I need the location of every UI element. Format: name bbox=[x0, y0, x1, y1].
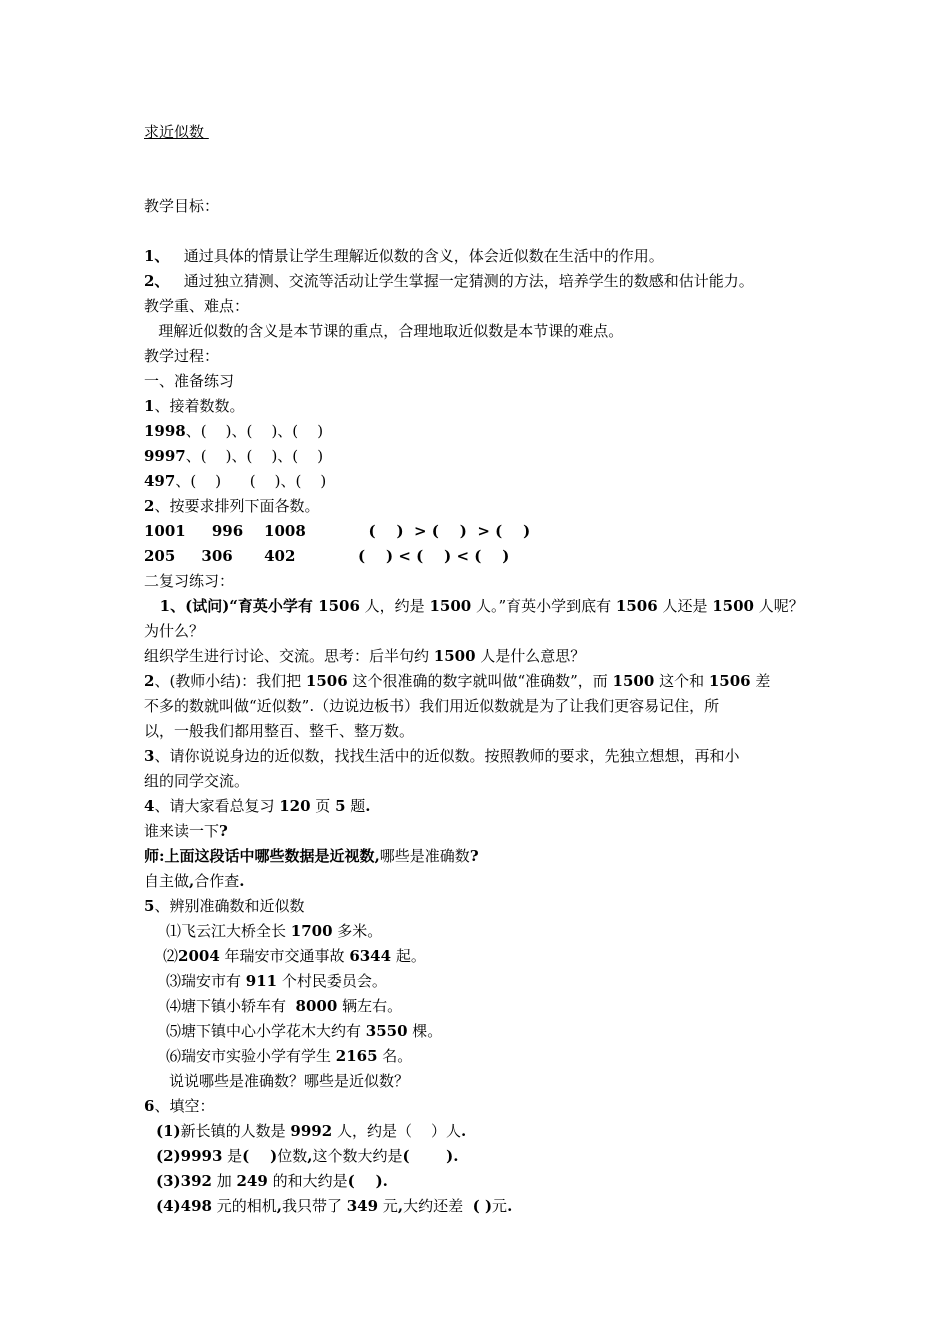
judge-item-5 bbox=[166, 1021, 442, 1041]
section-1-heading: 一、准备练习 bbox=[144, 372, 235, 390]
judge-item-number: 2004 bbox=[178, 947, 220, 965]
judge-item-6 bbox=[166, 1046, 412, 1066]
fill-item-text: 新长镇的人数是 bbox=[180, 1122, 291, 1140]
judge-item-marker: ⑵ bbox=[163, 947, 179, 965]
teacher-question-text: :上面这段话中哪些数据是近视数 bbox=[159, 847, 375, 865]
teacher-question-mark: ? bbox=[469, 847, 479, 865]
item-2-4-text: 页 bbox=[310, 797, 336, 815]
teacher-label: 师 bbox=[144, 847, 160, 865]
fill-item-text: 位数 bbox=[277, 1147, 308, 1165]
item-2-6-text: 、填空： bbox=[154, 1097, 215, 1115]
fill-item-3 bbox=[156, 1171, 388, 1191]
item-2-4-page: 120 bbox=[279, 797, 311, 815]
fill-item-comma: , bbox=[276, 1197, 282, 1215]
judge-item-text: ⑶瑞安市有 bbox=[166, 972, 246, 990]
order-row-2-blanks: ( ) < ( ) < ( ) bbox=[295, 547, 510, 565]
item-2-2-value: 1500 bbox=[612, 672, 655, 690]
judge-item-number: 1700 bbox=[290, 922, 333, 940]
item-1-1 bbox=[144, 396, 244, 416]
goal-1 bbox=[144, 246, 664, 266]
judge-item-text: 年瑞安市交通事故 bbox=[219, 947, 350, 965]
focus-text: 理解近似数的含义是本节课的重点，合理地取近似数是本节课的难点。 bbox=[144, 322, 624, 340]
item-2-1 bbox=[144, 596, 804, 616]
count-row-1-start: 1998 bbox=[144, 422, 186, 440]
judge-item-4 bbox=[166, 996, 402, 1016]
item-2-2-value: 1506 bbox=[708, 672, 751, 690]
fill-item-marker: (1) bbox=[156, 1122, 181, 1140]
count-row-1-blanks: 、( )、( )、( ) bbox=[185, 422, 324, 440]
discussion-text: 人是什么意思？ bbox=[475, 647, 586, 665]
item-1-2 bbox=[144, 496, 319, 516]
teacher-question-text: 哪些是准确数 bbox=[379, 847, 470, 865]
item-2-5-text: 、辨别准确数和近似数 bbox=[154, 897, 305, 915]
item-2-1-number: 1500 bbox=[712, 597, 754, 615]
item-2-5-number: 5 bbox=[144, 897, 155, 915]
order-row-2 bbox=[144, 546, 509, 566]
order-row-2-numbers: 205 306 402 bbox=[144, 547, 296, 565]
item-2-4-number: 4 bbox=[144, 797, 155, 815]
self-check-text: 自主做 bbox=[144, 872, 190, 890]
fill-item-comma: , bbox=[397, 1197, 404, 1215]
self-check-comma: , bbox=[189, 872, 195, 890]
process-heading: 教学过程： bbox=[144, 347, 220, 365]
fill-item-number: 9992 bbox=[290, 1122, 333, 1140]
item-2-1-continuation: 为什么？ bbox=[144, 622, 205, 640]
item-2-6 bbox=[144, 1096, 214, 1116]
fill-item-blank: ( ). bbox=[347, 1172, 388, 1190]
judge-item-2 bbox=[163, 946, 426, 966]
self-check-text: 合作查 bbox=[194, 872, 240, 890]
item-2-4-period: . bbox=[365, 797, 371, 815]
count-row-2-blanks: 、( )、( )、( ) bbox=[185, 447, 324, 465]
item-2-4-text: 题 bbox=[345, 797, 366, 815]
fill-item-marker: (2)9993 bbox=[156, 1147, 223, 1165]
goals-heading: 教学目标： bbox=[144, 197, 220, 215]
judge-item-number: 2165 bbox=[335, 1047, 378, 1065]
judge-item-text: ⑴飞云江大桥全长 bbox=[166, 922, 291, 940]
order-row-1-numbers: 1001 996 1008 bbox=[144, 522, 306, 540]
fill-item-text: 大约还差 bbox=[403, 1197, 473, 1215]
discussion-number: 1500 bbox=[433, 647, 476, 665]
count-row-3-start: 497 bbox=[144, 472, 176, 490]
fill-item-text: 元 bbox=[378, 1197, 398, 1215]
fill-item-2 bbox=[156, 1146, 459, 1166]
judge-item-1 bbox=[166, 921, 382, 941]
count-row-1 bbox=[144, 421, 323, 441]
judge-item-text: 多米。 bbox=[332, 922, 383, 940]
judge-item-number: 6344 bbox=[349, 947, 392, 965]
fill-item-period: . bbox=[507, 1197, 513, 1215]
item-2-3-text: 、请你说说身边的近似数，找找生活中的近似数。按照教师的要求，先独立想想，再和小 bbox=[154, 747, 740, 765]
focus-heading: 教学重、难点： bbox=[144, 297, 250, 315]
count-row-3-blanks: 、( ) ( )、( ) bbox=[175, 472, 327, 490]
fill-item-comma: , bbox=[307, 1147, 313, 1165]
goal-2-text: 通过独立猜测、交流等活动让学生掌握一定猜测的方法，培养学生的数感和估计能力。 bbox=[169, 272, 754, 290]
fill-item-blank: ( ) bbox=[472, 1197, 493, 1215]
item-2-3-continuation: 组的同学交流。 bbox=[144, 772, 250, 790]
fill-item-4 bbox=[156, 1196, 512, 1216]
teacher-question-comma: , bbox=[374, 847, 380, 865]
item-2-1-text: 人呢？ bbox=[753, 597, 804, 615]
item-2-2-continuation-1: 不多的数就叫做“近似数”.（边说边板书）我们用近似数就是为了让我们更容易记住，所 bbox=[144, 697, 720, 715]
item-2-1-lead: 1、(试问)“育英小学有 bbox=[144, 597, 319, 615]
fill-item-text: 元 bbox=[492, 1197, 508, 1215]
goal-2 bbox=[144, 271, 754, 291]
order-row-1-blanks: ( ) > ( ) > ( ) bbox=[305, 522, 531, 540]
fill-item-period: . bbox=[461, 1122, 467, 1140]
item-2-2-text: 这个很准确的数字就叫做“准确数”，而 bbox=[347, 672, 613, 690]
read-prompt-mark: ? bbox=[219, 822, 228, 840]
self-check-period: . bbox=[239, 872, 245, 890]
goal-1-text: 通过具体的情景让学生理解近似数的含义，体会近似数在生活中的作用。 bbox=[169, 247, 664, 265]
judge-item-number: 3550 bbox=[365, 1022, 408, 1040]
item-2-1-text: 人还是 bbox=[657, 597, 713, 615]
count-row-2 bbox=[144, 446, 323, 466]
goal-2-number: 2、 bbox=[144, 272, 170, 290]
fill-item-text: 是 bbox=[222, 1147, 243, 1165]
read-prompt-text: 谁来读一下 bbox=[144, 822, 220, 840]
self-check bbox=[144, 871, 245, 891]
count-row-2-start: 9997 bbox=[144, 447, 186, 465]
item-2-6-number: 6 bbox=[144, 1097, 155, 1115]
section-2-heading: 二复习练习： bbox=[144, 572, 235, 590]
fill-item-text: 这个数大约是 bbox=[312, 1147, 403, 1165]
item-2-2-value: 1506 bbox=[305, 672, 348, 690]
judge-item-number: 911 bbox=[245, 972, 278, 990]
item-2-3-number: 3 bbox=[144, 747, 155, 765]
item-2-4-question: 5 bbox=[335, 797, 346, 815]
item-1-1-number: 1 bbox=[144, 397, 155, 415]
judge-item-text: ⑷塘下镇小轿车有 bbox=[166, 997, 296, 1015]
item-2-2-number: 2 bbox=[144, 672, 155, 690]
item-2-1-text: 人。”育英小学到底有 bbox=[471, 597, 616, 615]
judge-question: 说说哪些是准确数？哪些是近似数？ bbox=[169, 1072, 410, 1090]
discussion-line bbox=[144, 646, 585, 666]
item-2-1-number: 1500 bbox=[429, 597, 472, 615]
item-2-2-text: 差 bbox=[750, 672, 771, 690]
item-2-2-text: 、(教师小结)：我们把 bbox=[154, 672, 306, 690]
fill-item-1 bbox=[156, 1121, 466, 1141]
judge-item-text: 棵。 bbox=[407, 1022, 443, 1040]
judge-item-text: ⑹瑞安市实验小学有学生 bbox=[166, 1047, 336, 1065]
read-prompt bbox=[144, 821, 228, 841]
item-2-2-text: 这个和 bbox=[654, 672, 709, 690]
fill-item-text: 人，约是（ ）人 bbox=[332, 1122, 462, 1140]
judge-item-text: 个村民委员会。 bbox=[277, 972, 387, 990]
fill-item-blank: ( ). bbox=[402, 1147, 459, 1165]
item-2-1-number: 1506 bbox=[615, 597, 658, 615]
discussion-text: 组织学生进行讨论、交流。思考：后半句约 bbox=[144, 647, 434, 665]
item-2-5 bbox=[144, 896, 304, 916]
item-1-2-text: 、按要求排列下面各数。 bbox=[154, 497, 320, 515]
judge-item-text: 起。 bbox=[391, 947, 426, 965]
document-title: 求近似数 bbox=[144, 123, 209, 141]
item-2-1-number: 1506 bbox=[318, 597, 360, 615]
count-row-3 bbox=[144, 471, 326, 491]
fill-item-blank: ( ) bbox=[242, 1147, 278, 1165]
fill-item-number: 249 bbox=[236, 1172, 268, 1190]
item-2-4-text: 、请大家看总复习 bbox=[154, 797, 280, 815]
item-1-2-number: 2 bbox=[144, 497, 155, 515]
fill-item-text: 元的相机 bbox=[211, 1197, 277, 1215]
judge-item-text: ⑸塘下镇中心小学花木大约有 bbox=[166, 1022, 366, 1040]
item-2-4 bbox=[144, 796, 371, 816]
judge-item-text: 名。 bbox=[377, 1047, 413, 1065]
goal-1-number: 1、 bbox=[144, 247, 170, 265]
fill-item-marker: (4)498 bbox=[156, 1197, 212, 1215]
judge-item-number: 8000 bbox=[295, 997, 338, 1015]
item-2-1-text: 人，约是 bbox=[359, 597, 430, 615]
item-2-3 bbox=[144, 746, 739, 766]
fill-item-text: 的和大约是 bbox=[267, 1172, 348, 1190]
teacher-question bbox=[144, 846, 479, 866]
fill-item-marker: (3)392 bbox=[156, 1172, 212, 1190]
fill-item-number: 349 bbox=[346, 1197, 379, 1215]
order-row-1 bbox=[144, 521, 530, 541]
fill-item-text: 加 bbox=[211, 1172, 237, 1190]
item-1-1-text: 、接着数数。 bbox=[154, 397, 245, 415]
judge-item-3 bbox=[166, 971, 387, 991]
item-2-2 bbox=[144, 671, 770, 691]
judge-item-text: 辆左右。 bbox=[337, 997, 403, 1015]
fill-item-text: 我只带了 bbox=[281, 1197, 347, 1215]
item-2-2-continuation-2: 以，一般我们都用整百、整千、整万数。 bbox=[144, 722, 415, 740]
